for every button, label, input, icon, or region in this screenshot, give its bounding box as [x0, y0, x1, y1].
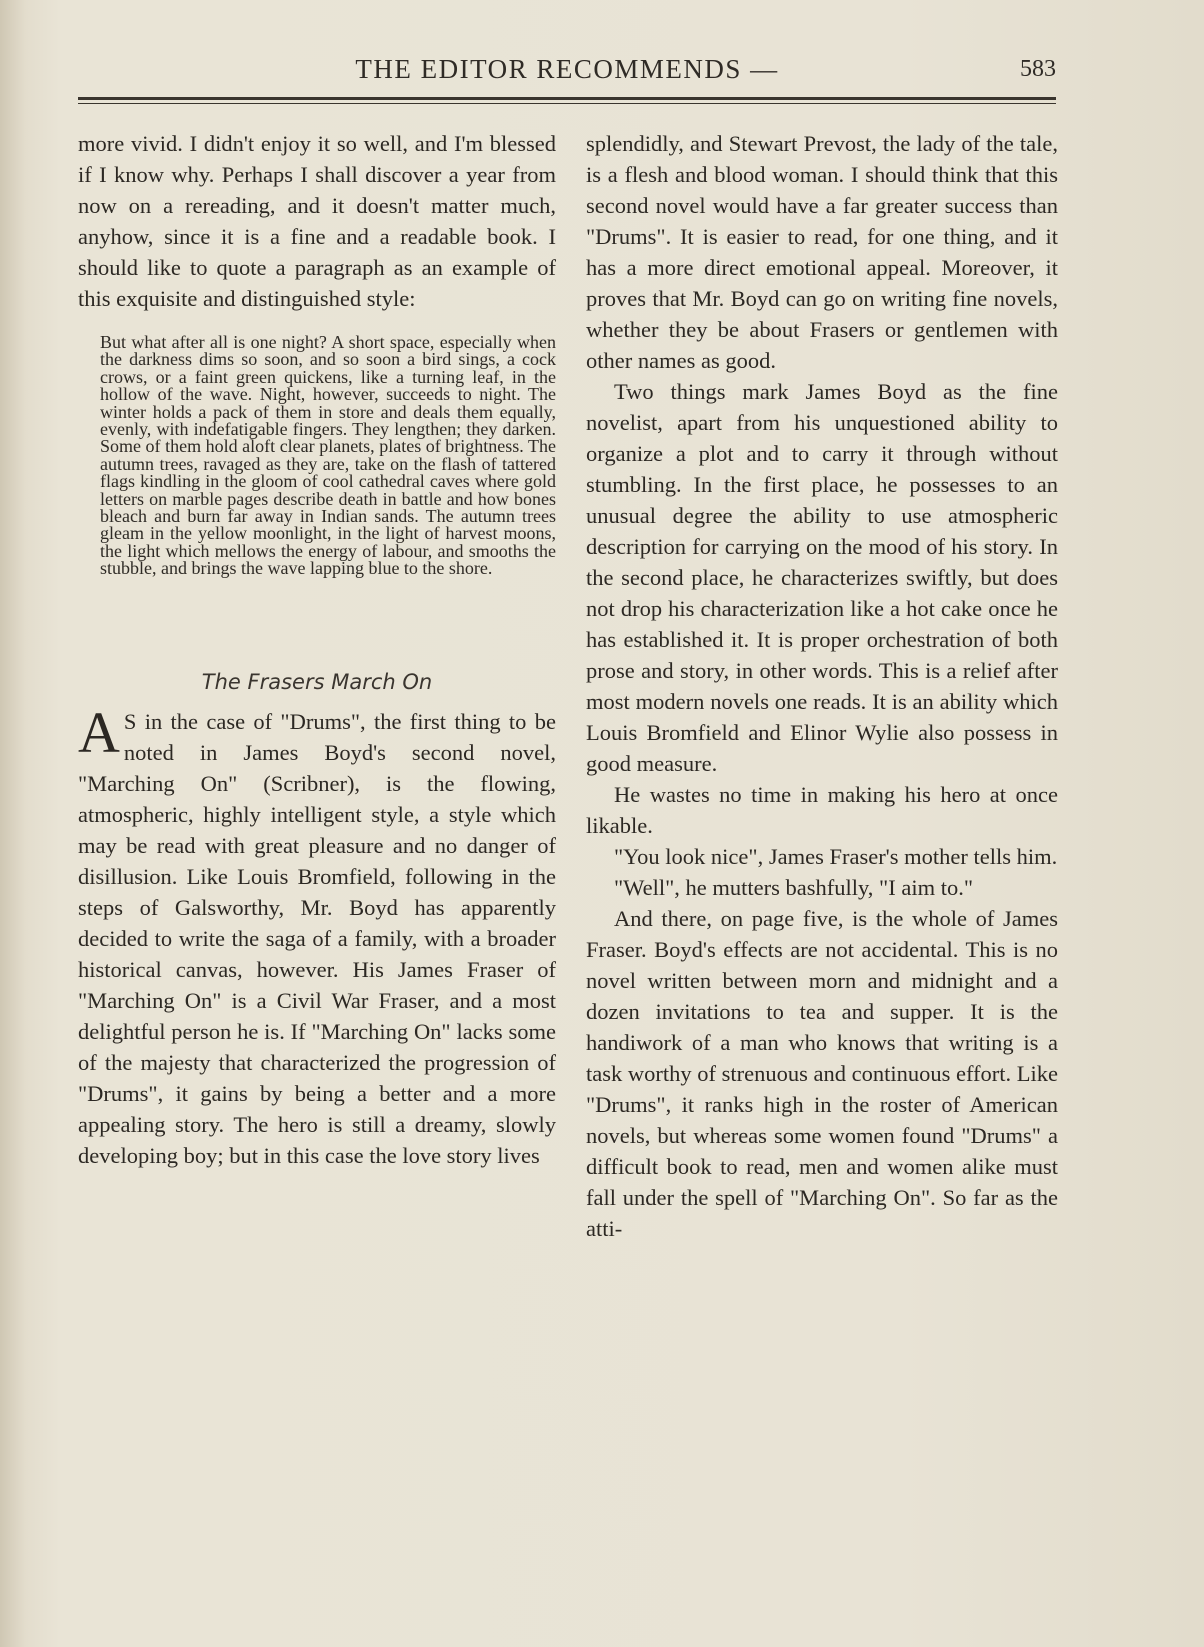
page-number: 583: [1020, 56, 1056, 82]
right-paragraph-3: He wastes no time in making his hero at once likable.: [586, 782, 1058, 838]
left-paragraph-2-text: S in the case of "Drums", the first thing to be noted in James Boyd's second novel, "Marching On" (Scribner), is the flowing, atmospheric, highly intelligent style, a style which may be read with great pleasure and no danger of disillusion. Like Louis Bromfield, following in the steps of Galsworthy, Mr. Boyd has apparently decided to write the saga of a family, with a broader historical canvas, however. His James Fraser of "Marching On" is a Civil War Fraser, and a most delightful person he is. If "Marching On" lacks some of the majesty that characterized the progression of "Drums", it gains by being a better and a more appealing story. The hero is still a dreamy, slowly developing boy; but in this case the love story lives: [78, 708, 556, 1168]
right-paragraph-6: And there, on page five, is the whole of James Fraser. Boyd's effects are not accidental. This is no novel written between morn and midnight and a dozen invitations to tea and supper. It is the handiwork of a man who knows that writing is a task worthy of strenuous and continuous effort. Like "Drums", it ranks high in the roster of American novels, but whereas some women found "Drums" a difficult book to read, men and women alike must fall under the spell of "Marching On". So far as the atti-: [586, 906, 1058, 1241]
section-title: The Frasers March On: [201, 669, 433, 694]
right-paragraph-2: Two things mark James Boyd as the fine novelist, apart from his unquestioned ability to organize a plot and to carry it through without stumbling. In the first place, he possesses to an unusual degree the ability to use atmospheric description for carrying on the mood of his story. In the second place, he characterizes swiftly, but does not drop his characterization like a hot cake once he has established it. It is proper orchestration of both prose and story, in other words. This is a relief after most modern novels one reads. It is an ability which Louis Bromfield and Elinor Wylie also possess in good measure.: [586, 379, 1058, 776]
left-column: [78, 128, 556, 1171]
right-paragraph-1: splendidly, and Stewart Prevost, the lady of the tale, is a flesh and blood woman. I should think that this second novel would have a far greater success than "Drums". It is easier to read, for one thing, and it has a more direct emotional appeal. Moreover, it proves that Mr. Boyd can go on writing fine novels, whether they be about Frasers or gentlemen with other names as good.: [586, 131, 1058, 373]
left-paragraph-2: [78, 699, 556, 1171]
right-column: [586, 128, 1058, 1244]
page-header: [78, 50, 1056, 90]
header-rule-thick: [78, 97, 1056, 100]
header-rule-thin: [78, 103, 1056, 104]
right-paragraph-4: "You look nice", James Fraser's mother tells him.: [614, 844, 1058, 869]
drop-cap: A: [78, 699, 120, 765]
right-paragraph-5: "Well", he mutters bashfully, "I aim to.": [614, 875, 974, 900]
running-title: THE EDITOR RECOMMENDS —: [355, 54, 779, 84]
block-quote: But what after all is one night? A short space, especially when the darkness dims so soon, and so soon a bird sings, a cock crows, or a faint green quickens, like a turning leaf, in the hollow of the wave. Night, however, succeeds to night. The winter holds a pack of them in store and deals them equally, evenly, with indefatigable fingers. They lengthen; they darken. Some of them hold aloft clear planets, plates of brightness. The autumn trees, ravaged as they are, take on the flash of tattered flags kindling in the gloom of cool cathedral caves where gold letters on marble pages describe death in battle and how bones bleach and burn far away in Indian sands. The autumn trees gleam in the yellow moonlight, in the light of harvest moons, the light which mellows the energy of labour, and smooths the stubble, and brings the wave lapping blue to the shore.: [100, 332, 556, 579]
left-paragraph-1: more vivid. I didn't enjoy it so well, and I'm blessed if I know why. Perhaps I shall discover a year from now on a rereading, and it doesn't matter much, anyhow, since it is a fine and a readable book. I should like to quote a paragraph as an example of this exquisite and distinguished style:: [78, 131, 556, 311]
